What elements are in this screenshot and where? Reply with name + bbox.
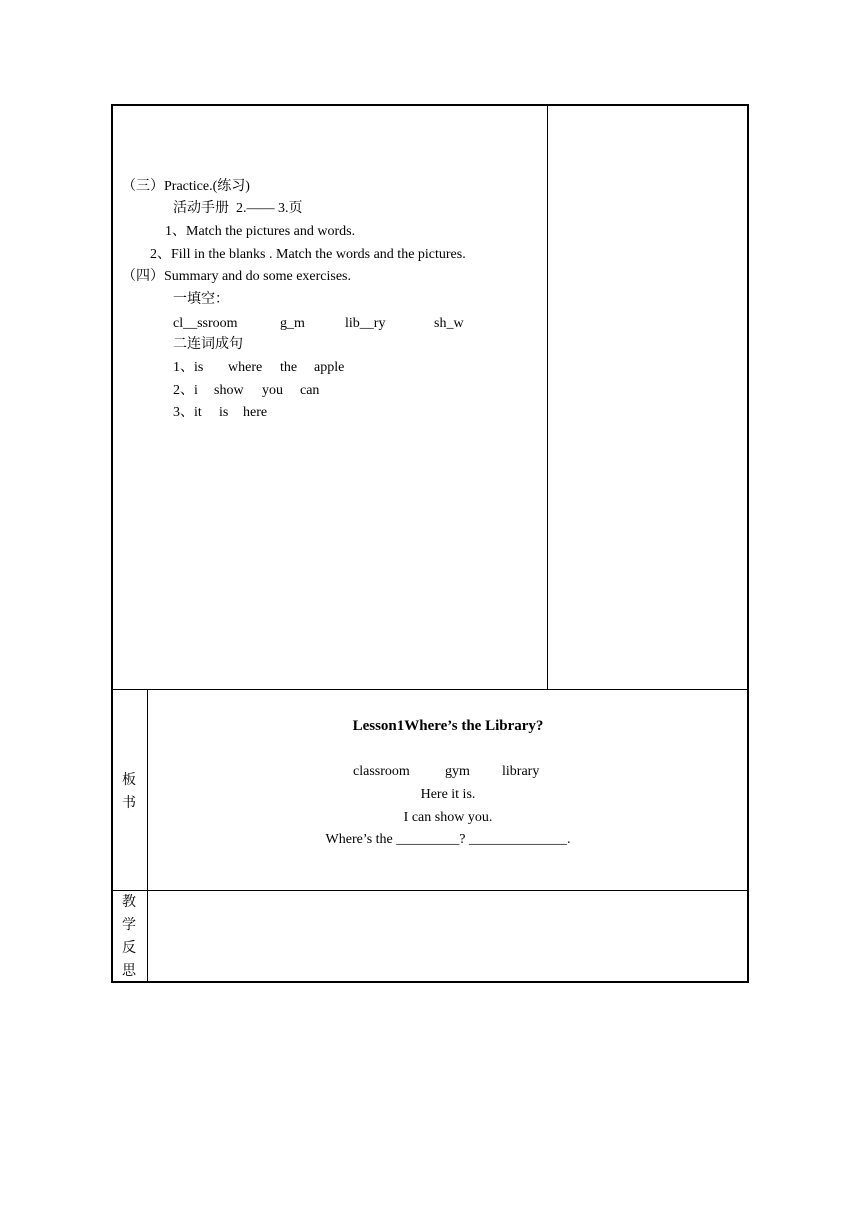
word-order-heading: 二连词成句 — [173, 337, 243, 352]
practice-item-1: 1、Match the pictures and words. — [165, 224, 356, 239]
order-word: 3、it — [173, 405, 202, 420]
reflection-label-char: 思 — [122, 964, 136, 979]
order-word: can — [300, 383, 320, 398]
board-word: library — [502, 764, 540, 779]
fill-word: sh_w — [434, 316, 464, 331]
workbook-pages: 活动手册 2.—— 3.页 — [173, 201, 303, 216]
board-word: gym — [445, 764, 470, 779]
order-word: apple — [314, 360, 345, 375]
practice-heading: （三）Practice.(练习) — [122, 179, 250, 194]
reflection-label-char: 学 — [122, 918, 136, 933]
board-word: classroom — [353, 764, 410, 779]
board-line-1: Here it is. — [420, 787, 476, 802]
summary-heading: （四）Summary and do some exercises. — [122, 269, 352, 284]
board-label-char: 书 — [122, 796, 136, 811]
order-word: you — [262, 383, 283, 398]
order-word: show — [214, 383, 244, 398]
order-word: the — [280, 360, 298, 375]
board-line-2: I can show you. — [403, 810, 493, 825]
order-word: 2、i — [173, 383, 198, 398]
upper-column-divider — [547, 104, 548, 690]
row-divider-board — [111, 689, 749, 690]
fill-blank-heading: 一填空： — [173, 292, 229, 307]
fill-word: g_m — [280, 316, 305, 331]
fill-word: lib__ry — [345, 316, 386, 331]
reflection-label-char: 教 — [122, 895, 136, 910]
order-word: is — [219, 405, 229, 420]
reflection-label-char: 反 — [122, 941, 136, 956]
board-title: Lesson1Where’s the Library? — [352, 718, 544, 734]
order-word: where — [228, 360, 263, 375]
order-word: 1、is — [173, 360, 204, 375]
order-word: here — [243, 405, 268, 420]
board-label-char: 板 — [122, 773, 136, 788]
practice-item-2: 2、Fill in the blanks . Match the words and the pictures. — [150, 247, 466, 262]
fill-word: cl__ssroom — [173, 316, 238, 331]
board-line-3: Where’s the _________? ______________. — [325, 832, 571, 847]
row-divider-reflection — [111, 890, 749, 891]
